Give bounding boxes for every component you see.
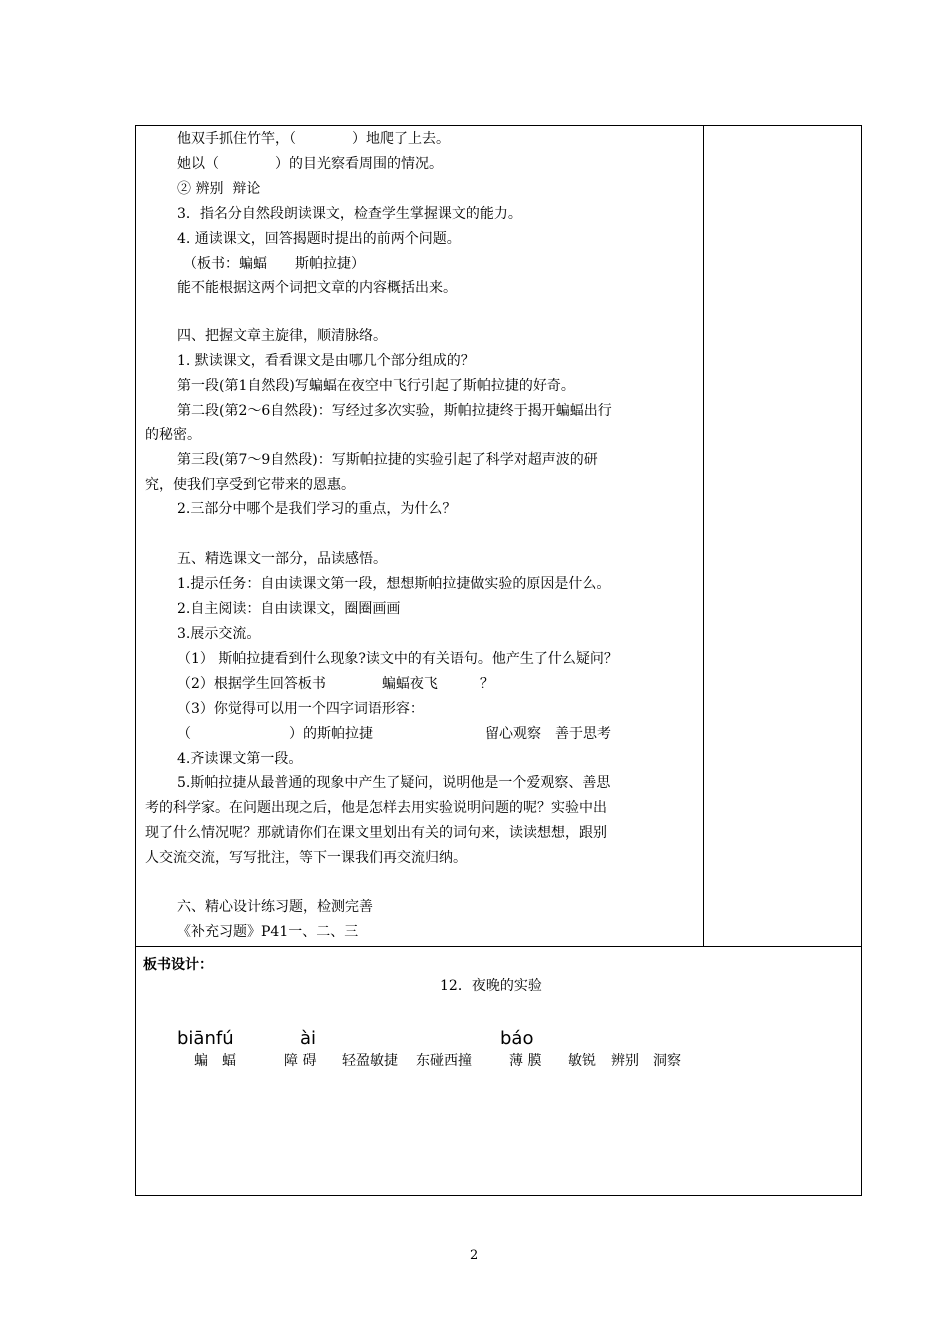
lesson-line: 她以（ ）的目光察看周围的情况。 [177,156,443,172]
lesson-line: 1. 默读课文，看看课文是由哪几个部分组成的？ [177,353,475,369]
lesson-line: （2）根据学生回答板书 蝙蝠夜飞 ？ [177,676,494,692]
lesson-line: 考的科学家。在问题出现之后，他是怎样去用实验说明问题的呢？实验中出 [145,800,607,816]
board-word: 洞察 [653,1053,681,1069]
board-word: 薄 膜 [509,1053,542,1069]
board-word: 东碰西撞 [416,1053,472,1069]
board-title: 12．夜晚的实验 [440,978,542,994]
lesson-line: 他双手抓住竹竿，（ ）地爬了上去。 [177,131,450,147]
lesson-line: 第二段(第2～6自然段)：写经过多次实验，斯帕拉捷终于揭开蝙蝠出行 [177,403,612,419]
lesson-line: （板书：蝙蝠 斯帕拉捷） [183,256,365,272]
board-word: 蝙 蝠 [194,1053,236,1069]
lesson-line: 的秘密。 [145,427,201,443]
lesson-line: （3）你觉得可以用一个四字词语形容： [177,701,424,717]
section-heading: 五、精选课文一部分，品读感悟。 [177,551,387,567]
lesson-line: （ ）的斯帕拉捷 留心观察 善于思考 [177,726,611,742]
table-column-divider [703,125,704,947]
lesson-line: 能不能根据这两个词把文章的内容概括出来。 [177,280,457,296]
lesson-line: 第三段(第7～9自然段)：写斯帕拉捷的实验引起了科学对超声波的研 [177,452,598,468]
board-word: 敏锐 [568,1053,596,1069]
lesson-line: 2.三部分中哪个是我们学习的重点，为什么？ [177,501,457,517]
lesson-line: 《补充习题》P41一、二、三 [177,924,359,940]
section-heading: 四、把握文章主旋律，顺清脉络。 [177,328,387,344]
lesson-line: 人交流交流，写写批注，等下一课我们再交流归纳。 [145,850,467,866]
pinyin-annotation: biānfú [177,1028,234,1049]
pinyin-annotation: ài [300,1028,317,1049]
lesson-line: 1.提示任务：自由读课文第一段，想想斯帕拉捷做实验的原因是什么。 [177,576,611,592]
board-word: 轻盈敏捷 [342,1053,398,1069]
lesson-line: 现了什么情况呢？那就请你们在课文里划出有关的词句来，读读想想，跟别 [145,825,607,841]
lesson-line: ② 辨别 辩论 [177,181,261,197]
page-number: 2 [470,1248,479,1263]
lesson-line: 4. 通读课文，回答揭题时提出的前两个问题。 [177,231,461,247]
lesson-line: 5.斯帕拉捷从最普通的现象中产生了疑问，说明他是一个爱观察、善思 [177,775,611,791]
table-row-divider [135,946,862,947]
board-word: 辨别 [611,1053,639,1069]
lesson-line: （1） 斯帕拉捷看到什么现象?读文中的有关语句。他产生了什么疑问？ [177,651,618,667]
lesson-line: 第一段(第1自然段)写蝙蝠在夜空中飞行引起了斯帕拉捷的好奇。 [177,378,575,394]
lesson-line: 4.齐读课文第一段。 [177,751,303,767]
lesson-line: 究，使我们享受到它带来的恩惠。 [145,477,355,493]
board-word: 障 碍 [284,1053,317,1069]
pinyin-annotation: báo [500,1028,534,1049]
lesson-line: 2.自主阅读：自由读课文，圈圈画画 [177,601,401,617]
board-design-heading: 板书设计： [143,957,213,973]
lesson-line: 3.展示交流。 [177,626,261,642]
lesson-line: 3．指名分自然段朗读课文，检查学生掌握课文的能力。 [177,206,522,222]
section-heading: 六、精心设计练习题，检测完善 [177,899,373,915]
